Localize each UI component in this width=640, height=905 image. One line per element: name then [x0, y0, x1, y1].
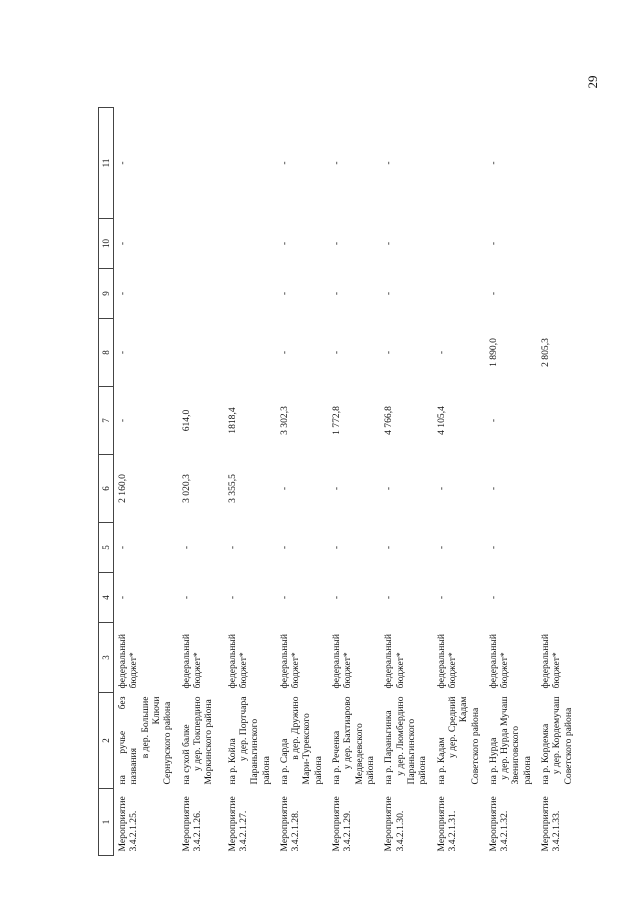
value-cell-c10 [224, 219, 276, 269]
measure-name-line: у дер. Бахтиарово [342, 696, 354, 770]
table-row [485, 108, 537, 856]
value-cell-c4: - [331, 595, 343, 600]
table-row [114, 108, 178, 856]
measure-name-line: на ручье без названия [117, 696, 140, 785]
value-cell-c5: - [180, 545, 192, 550]
table-row [276, 108, 328, 856]
measure-name-line: Советского района [562, 707, 574, 785]
measure-id-cell: Мероприятие 3.4.2.1.29. [331, 796, 354, 852]
header-cell: 11 [99, 108, 114, 219]
header-cell: 10 [99, 219, 114, 269]
value-cell-c8: 2 805,3 [540, 338, 552, 367]
value-cell-c5: - [278, 545, 290, 550]
value-cell-c8: - [278, 350, 290, 355]
value-cell-c7: 1818,4 [226, 407, 238, 434]
measure-id-cell: Мероприятие 3.4.2.1.27. [226, 796, 249, 852]
measure-name-line: у дер. Токпердино [191, 696, 203, 772]
measure-name-line: у дер. Портчара [237, 696, 249, 762]
value-cell-c6: 2 160,0 [117, 474, 128, 503]
header-cell: 3 [99, 623, 114, 693]
funding-source-cell: федеральный бюджет* [435, 633, 458, 689]
value-cell-c9: - [278, 291, 290, 296]
value-cell-c7: 1 772,8 [331, 406, 343, 435]
table-row [380, 108, 432, 856]
measure-id-cell: Мероприятие 3.4.2.1.26. [180, 796, 203, 852]
funding-source-cell: федеральный бюджет* [278, 633, 302, 689]
value-cell-c6: - [278, 486, 290, 491]
value-cell-c9 [537, 269, 583, 319]
measure-name-line: на р. Койла [226, 738, 238, 785]
value-cell-c10: - [117, 241, 128, 246]
funding-source-cell: федеральный бюджет* [487, 633, 511, 689]
value-cell-c11: - [487, 161, 499, 165]
measure-name-line: в дер. Дружино [290, 696, 302, 760]
funding-source-cell: федеральный бюджет* [180, 633, 203, 689]
value-cell-c6: - [383, 486, 395, 491]
measure-name-cell [178, 693, 224, 789]
value-cell-c9: - [383, 291, 395, 296]
value-cell-c6: 3 020,3 [180, 474, 192, 503]
measure-name-cell [380, 693, 432, 789]
funding-source-cell: федеральный бюджет* [540, 633, 563, 689]
value-cell-c5: - [383, 545, 395, 550]
value-cell-c11: - [278, 161, 290, 165]
value-cell-c8: - [383, 350, 395, 355]
value-cell-c7: 4 766,8 [383, 406, 395, 435]
measure-name-line: Сернурского района [162, 701, 174, 785]
value-cell-c7 [537, 387, 583, 455]
table-body [114, 108, 584, 856]
value-cell-c7: - [117, 418, 128, 423]
value-cell-c7: 3 302,3 [278, 406, 290, 435]
value-cell-c5: - [331, 545, 343, 550]
header-cell: 7 [99, 387, 114, 455]
page-number: 29 [585, 75, 600, 89]
measure-name-cell [433, 693, 485, 789]
value-cell-c8: 1 890,0 [487, 338, 499, 367]
measure-name-line: Советского района [469, 707, 481, 785]
budget-table [98, 107, 583, 856]
measure-name-cell [224, 693, 276, 789]
header-row [99, 108, 114, 856]
measure-name-line: на р. Нурда [487, 737, 499, 785]
measure-name-line: на р. Кадам [435, 737, 447, 785]
table-row [328, 108, 380, 856]
value-cell-c10: - [487, 241, 499, 246]
value-cell-c11 [224, 108, 276, 219]
value-cell-c4: - [487, 595, 499, 600]
value-cell-c9: - [117, 291, 128, 296]
value-cell-c6 [537, 455, 583, 523]
value-cell-c11: - [117, 161, 128, 165]
rotated-table-container [98, 108, 574, 856]
value-cell-c6: - [435, 486, 447, 491]
value-cell-c4: - [278, 595, 290, 600]
value-cell-c11 [178, 108, 224, 219]
value-cell-c10 [433, 219, 485, 269]
value-cell-c9: - [331, 291, 343, 296]
table-row [537, 108, 583, 856]
value-cell-c4: - [117, 595, 128, 600]
measure-id-cell: Мероприятие 3.4.2.1.28. [278, 796, 302, 852]
value-cell-c9 [224, 269, 276, 319]
measure-id-cell: Мероприятие 3.4.2.1.30. [383, 796, 406, 852]
value-cell-c4 [537, 573, 583, 623]
measure-name-line: на р. Кордемка [540, 723, 552, 785]
measure-name-cell [276, 693, 328, 789]
value-cell-c8: - [331, 350, 343, 355]
measure-name-cell [537, 693, 583, 789]
header-cell: 5 [99, 523, 114, 573]
table-row [433, 108, 485, 856]
header-cell: 1 [99, 789, 114, 856]
measure-name-line: у дер. Средний Кадам [446, 696, 470, 759]
value-cell-c5: - [226, 545, 238, 550]
measure-name-cell [485, 693, 537, 789]
value-cell-c10 [178, 219, 224, 269]
header-cell: 9 [99, 269, 114, 319]
measure-id-cell: Мероприятие 3.4.2.1.25. [117, 796, 140, 852]
value-cell-c10 [537, 219, 583, 269]
header-cell: 2 [99, 693, 114, 789]
value-cell-c10: - [331, 241, 343, 246]
measure-name-line: Параньгинского района [249, 718, 272, 785]
measure-name-line: на р. Параньгинка [383, 710, 395, 785]
measure-name-line: у дер. Кордемучаш [551, 696, 563, 775]
value-cell-c4: - [435, 595, 447, 600]
value-cell-c8: - [117, 350, 128, 355]
value-cell-c8 [178, 319, 224, 387]
value-cell-c6: - [331, 486, 343, 491]
measure-id-cell: Мероприятие 3.4.2.1.32. [487, 796, 511, 852]
value-cell-c9 [433, 269, 485, 319]
measure-id-cell: Мероприятие 3.4.2.1.33. [540, 796, 563, 852]
measure-name-line: у дер. Нурда Мучаш [499, 696, 511, 780]
value-cell-c4: - [180, 595, 192, 600]
funding-source-cell: федеральный бюджет* [117, 633, 140, 689]
value-cell-c7: - [487, 418, 499, 423]
funding-source-cell: федеральный бюджет* [331, 633, 354, 689]
value-cell-c8 [224, 319, 276, 387]
funding-source-cell: федеральный бюджет* [226, 633, 249, 689]
value-cell-c8: - [435, 350, 447, 355]
measure-name-line: у дер. Люмбердино [394, 696, 406, 776]
measure-name-cell [114, 693, 178, 789]
value-cell-c10: - [383, 241, 395, 246]
value-cell-c5: - [117, 545, 128, 550]
header-cell: 8 [99, 319, 114, 387]
measure-name-line: Мари-Турекского района [301, 713, 324, 785]
table-row [178, 108, 224, 856]
measure-id-cell: Мероприятие 3.4.2.1.31. [435, 796, 458, 852]
header-cell: 4 [99, 573, 114, 623]
measure-name-cell [328, 693, 380, 789]
measure-name-line: в дер. Большие Ключи [139, 696, 162, 759]
value-cell-c9: - [487, 291, 499, 296]
value-cell-c6: - [487, 486, 499, 491]
value-cell-c11 [537, 108, 583, 219]
measure-name-line: на р. Сарда [278, 738, 290, 785]
funding-source-cell: федеральный бюджет* [383, 633, 406, 689]
measure-name-line: Параньгинского района [405, 718, 429, 785]
value-cell-c10: - [278, 241, 290, 246]
measure-name-line: на сухой балке [180, 724, 192, 785]
value-cell-c4: - [226, 595, 238, 600]
value-cell-c7: 4 105,4 [435, 406, 447, 435]
header-cell: 6 [99, 455, 114, 523]
value-cell-c5: - [487, 545, 499, 550]
measure-name-line: Медведевского района [353, 723, 376, 785]
value-cell-c7: 614,0 [180, 409, 192, 432]
value-cell-c6: 3 355,5 [226, 474, 238, 503]
value-cell-c5: - [435, 545, 447, 550]
measure-name-line: Звениговского района [510, 726, 533, 785]
measure-name-line: Моркинского района [203, 699, 215, 785]
value-cell-c9 [178, 269, 224, 319]
table-row [224, 108, 276, 856]
value-cell-c11: - [331, 161, 343, 165]
value-cell-c4: - [383, 595, 395, 600]
value-cell-c11 [433, 108, 485, 219]
value-cell-c5 [537, 523, 583, 573]
measure-name-line: на р. Реченка [331, 730, 343, 785]
value-cell-c11: - [383, 161, 395, 165]
